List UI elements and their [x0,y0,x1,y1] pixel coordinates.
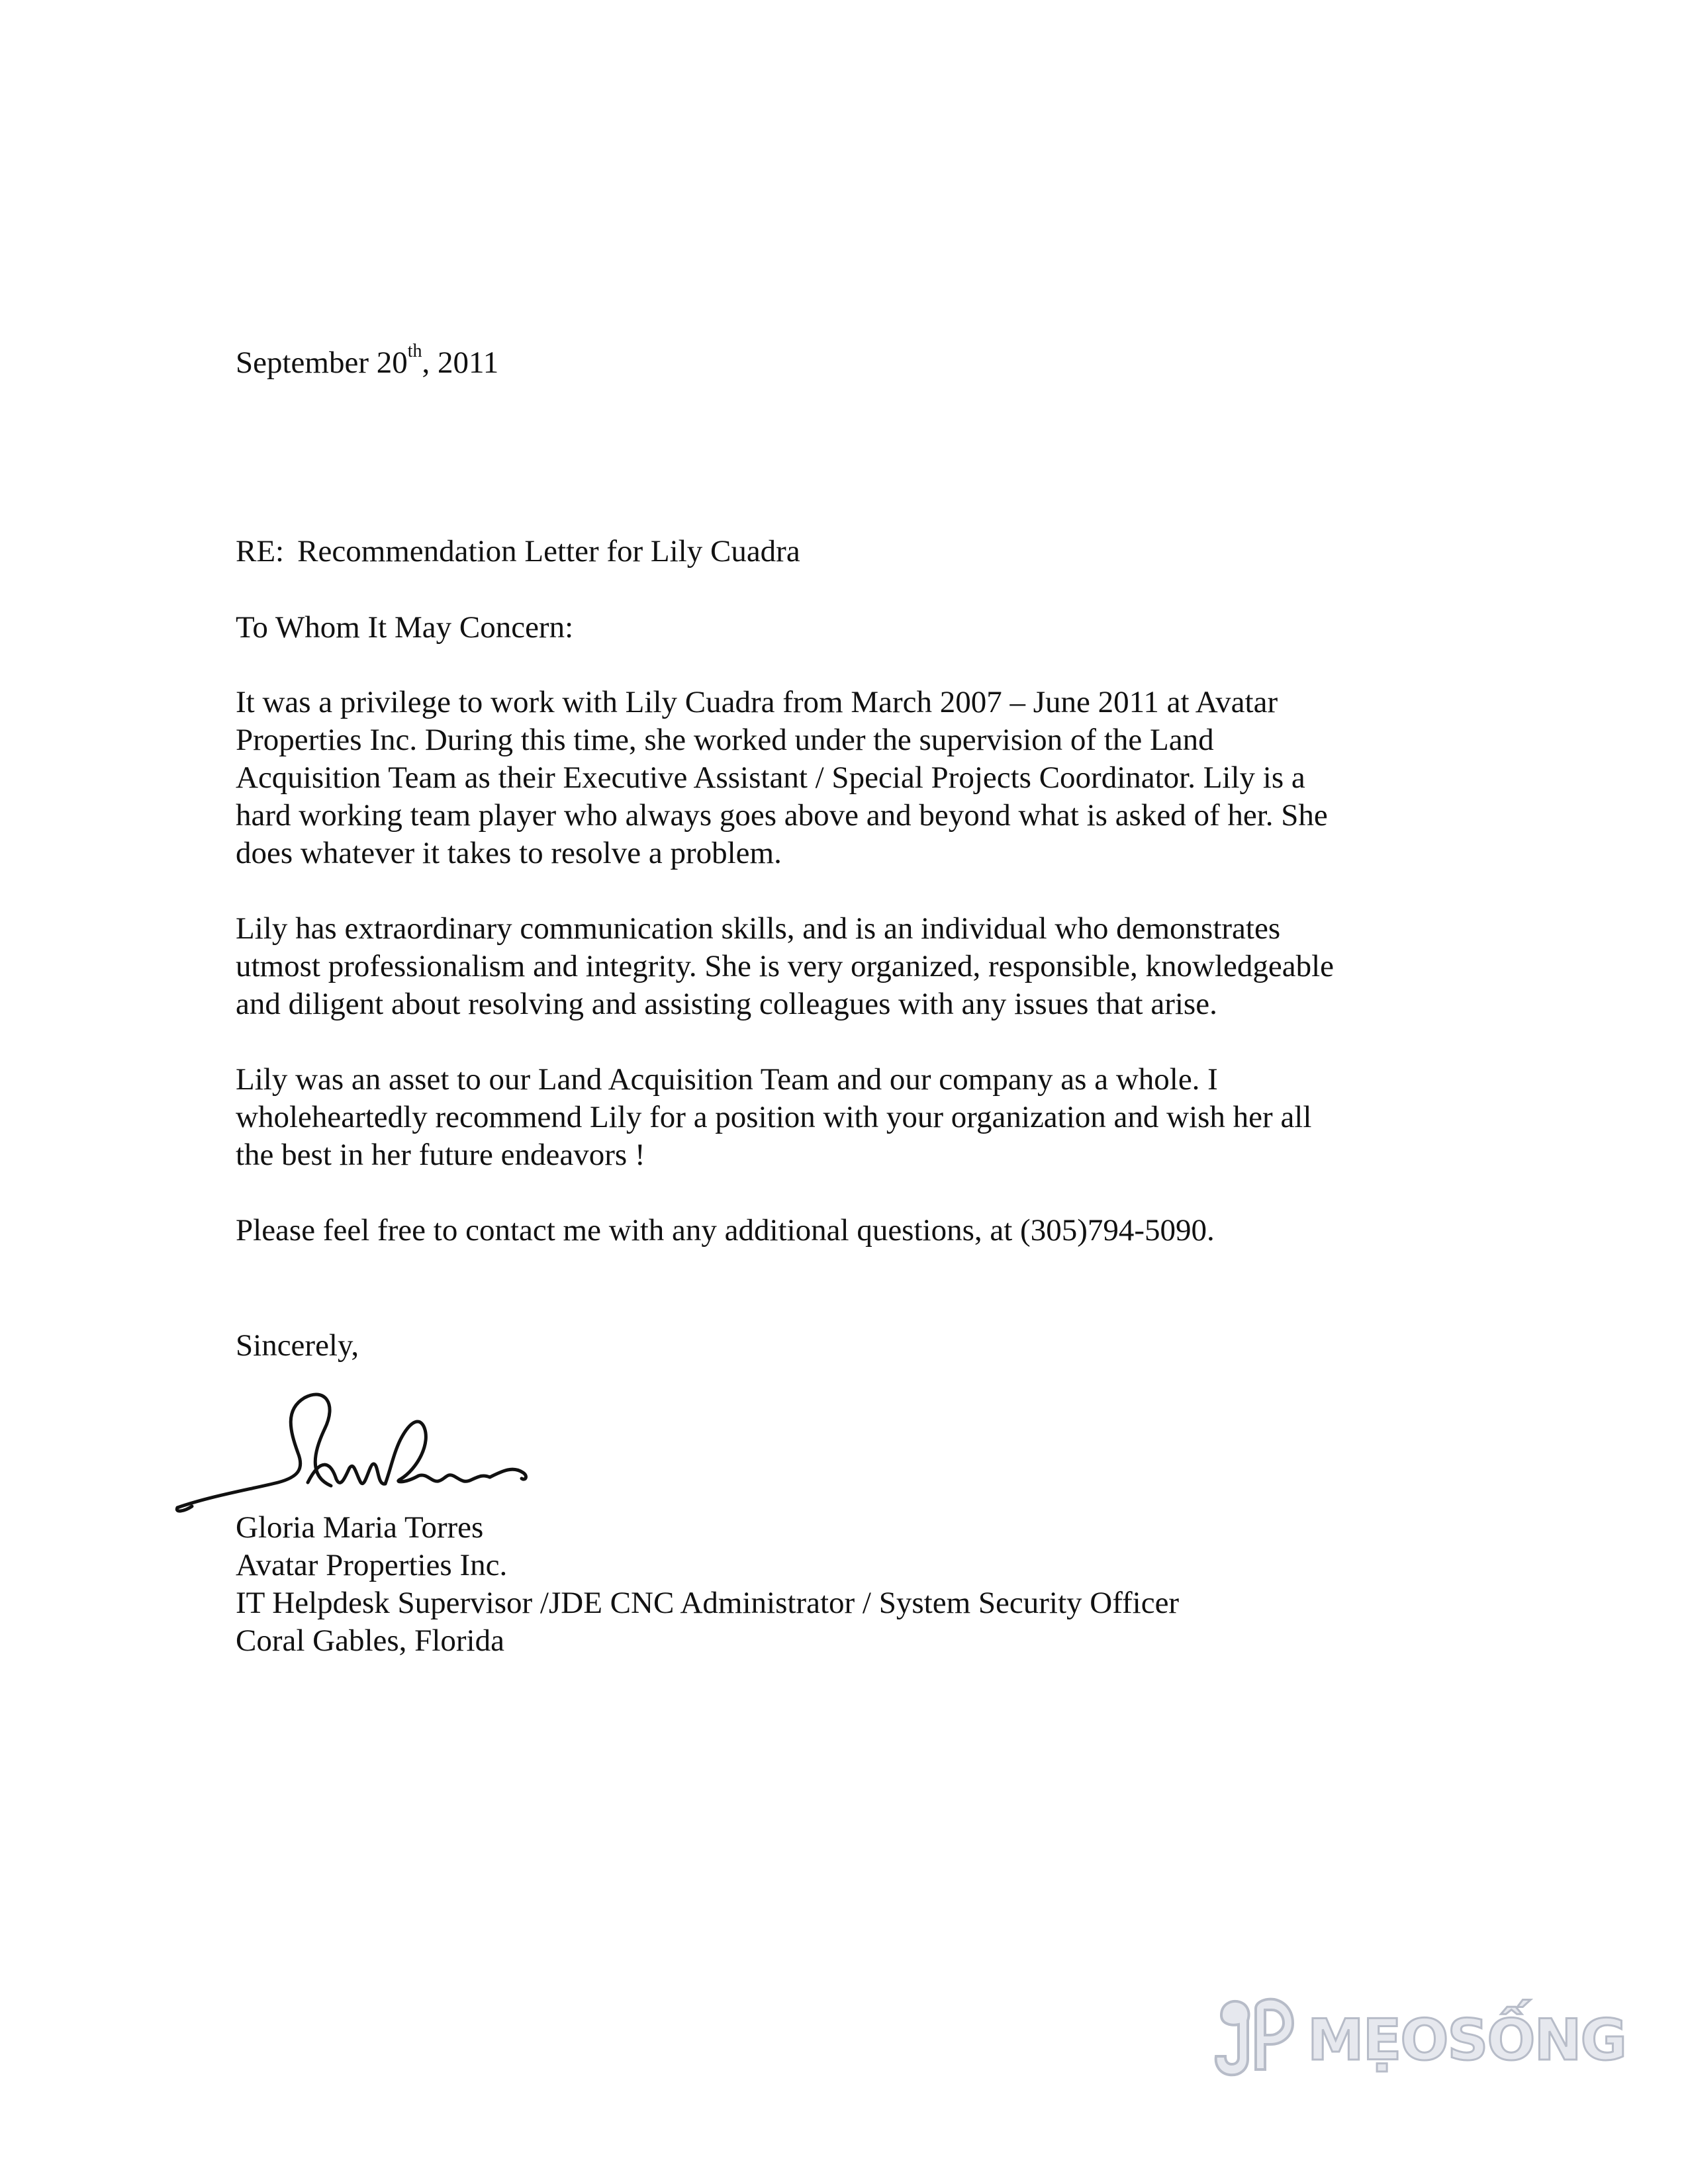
closing: Sincerely, [236,1328,359,1363]
date-ordinal-suffix: th [407,341,422,361]
paragraph-line: It was a privilege to work with Lily Cuadra from March 2007 – June 2011 at Avatar [236,685,1278,719]
paragraph-line: Please feel free to contact me with any additional questions, at (305)794-5090. [236,1213,1215,1248]
signer-title: IT Helpdesk Supervisor /JDE CNC Administrator / System Security Officer [236,1586,1180,1620]
paragraph-line: Lily was an asset to our Land Acquisition Team and our company as a whole. I [236,1062,1218,1097]
date-month-day: September 20 [236,345,408,380]
paragraph-skills [236,910,1480,1023]
paragraph-line: and diligent about resolving and assisting colleagues with any issues that arise. [236,987,1217,1021]
watermark-text: MẸOSỐNG [1307,2007,1626,2073]
paragraph-contact [236,1212,1480,1250]
handwritten-signature [172,1390,543,1522]
signer-name: Gloria Maria Torres [236,1510,484,1545]
paragraph-line: the best in her future endeavors ! [236,1138,645,1172]
paragraph-line: hard working team player who always goes above and beyond what is asked of her. She [236,798,1328,833]
meosong-logo-icon [1208,1995,1301,2081]
paragraph-line: does whatever it takes to resolve a problem. [236,836,782,870]
subject-line [236,533,800,570]
paragraph-intro [236,684,1480,872]
paragraph-line: Lily has extraordinary communication skills, and is an individual who demonstrates [236,911,1281,946]
paragraph-line: Properties Inc. During this time, she worked under the supervision of the Land [236,723,1214,757]
signer-location: Coral Gables, Florida [236,1623,504,1658]
subject-text: Recommendation Letter for Lily Cuadra [297,534,800,569]
signature-icon [172,1390,543,1522]
subject-prefix: RE: [236,534,285,569]
signer-company: Avatar Properties Inc. [236,1548,508,1582]
date-year: , 2011 [422,345,499,380]
watermark [1208,1995,1626,2081]
paragraph-line: wholeheartedly recommend Lily for a position with your organization and wish her all [236,1100,1312,1134]
letter-date [236,341,499,382]
paragraph-line: utmost professionalism and integrity. She is very organized, responsible, knowledgeable [236,949,1335,983]
signer-block [236,1509,1179,1660]
salutation: To Whom It May Concern: [236,610,574,645]
paragraph-recommendation [236,1061,1480,1174]
paragraph-line: Acquisition Team as their Executive Assistant / Special Projects Coordinator. Lily is a [236,760,1305,795]
